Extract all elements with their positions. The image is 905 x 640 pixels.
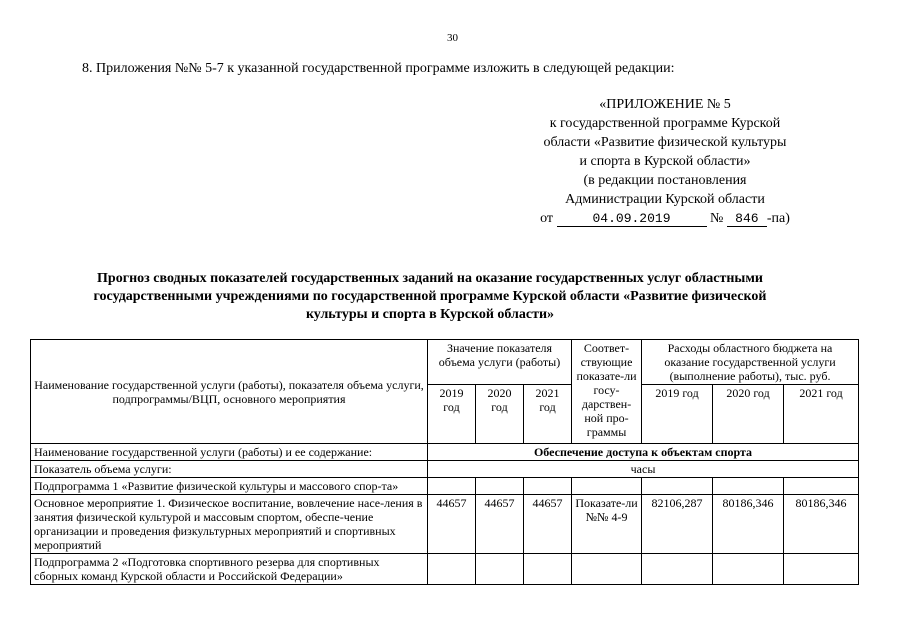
- intro-paragraph: 8. Приложения №№ 5-7 к указанной государственной программе изложить в следующей редакции:: [82, 61, 675, 76]
- empty-cell: [572, 478, 642, 495]
- table-row: [31, 495, 859, 554]
- measure-1-expense-2019: 82106,287: [642, 495, 713, 554]
- page-number: 30: [447, 32, 458, 44]
- forecast-table: [30, 339, 859, 585]
- empty-cell: [784, 554, 859, 585]
- indicator-value: часы: [428, 461, 859, 478]
- appendix-header: [520, 95, 810, 228]
- measure-1-expense-2020: 80186,346: [713, 495, 784, 554]
- document-title: [30, 270, 830, 324]
- appendix-line: Администрации Курской области: [565, 192, 765, 207]
- service-name-value: Обеспечение доступа к объектам спорта: [428, 444, 859, 461]
- empty-cell: [713, 554, 784, 585]
- measure-1-expense-2021: 80186,346: [784, 495, 859, 554]
- appendix-line: «ПРИЛОЖЕНИЕ № 5: [599, 97, 731, 112]
- subprogram-1: Подпрограмма 1 «Развитие физической культуры и массового спор-та»: [31, 478, 428, 495]
- table-row: [31, 444, 859, 461]
- header-name-column: Наименование государственной услуги (работы), показателя объема услуги, подпрограммы/ВЦП, основного мероприятия: [31, 340, 428, 444]
- empty-cell: [784, 478, 859, 495]
- measure-1-volume-2020: 44657: [476, 495, 524, 554]
- appendix-line: к государственной программе Курской: [549, 116, 781, 131]
- header-volume-group: Значение показателя объема услуги (работы): [428, 340, 572, 385]
- number-prefix: №: [710, 211, 724, 226]
- measure-1-volume-2021: 44657: [524, 495, 572, 554]
- empty-cell: [713, 478, 784, 495]
- measure-1-name: Основное мероприятие 1. Физическое воспитание, вовлечение насе-ления в занятия физической культурой и массовым спортом, обеспе-чение организации и проведения физкультурных мероприятий и спортивных мероприятий: [31, 495, 428, 554]
- header-correspondence: Соответ-ствующие показате-ли госу-дарствен-ной про-граммы: [572, 340, 642, 444]
- empty-cell: [642, 478, 713, 495]
- header-expense-year-2021: 2021 год: [784, 385, 859, 444]
- table-row: [31, 478, 859, 495]
- title-line: культуры и спорта в Курской области»: [305, 307, 555, 322]
- empty-cell: [428, 478, 476, 495]
- empty-cell: [428, 554, 476, 585]
- header-expense-year-2019: 2019 год: [642, 385, 713, 444]
- header-year-2019: 2019 год: [428, 385, 476, 444]
- title-line: Прогноз сводных показателей государственных заданий на оказание государственных услуг областными: [97, 271, 763, 286]
- table-row: [31, 461, 859, 478]
- header-expense-year-2020: 2020 год: [713, 385, 784, 444]
- appendix-line: и спорта в Курской области»: [579, 154, 751, 169]
- indicator-label: Показатель объема услуги:: [31, 461, 428, 478]
- header-year-2020: 2020 год: [476, 385, 524, 444]
- appendix-line: области «Развитие физической культуры: [543, 135, 787, 150]
- service-name-label: Наименование государственной услуги (работы) и ее содержание:: [31, 444, 428, 461]
- empty-cell: [524, 554, 572, 585]
- title-line: государственными учреждениями по государственной программе Курской области «Развитие физической: [93, 289, 767, 304]
- date-prefix: от: [540, 211, 554, 226]
- decree-number: 846: [727, 211, 767, 227]
- measure-1-volume-2019: 44657: [428, 495, 476, 554]
- appendix-line: (в редакции постановления: [583, 173, 747, 188]
- empty-cell: [572, 554, 642, 585]
- empty-cell: [476, 554, 524, 585]
- measure-1-correspondence: Показате-ли №№ 4-9: [572, 495, 642, 554]
- empty-cell: [524, 478, 572, 495]
- header-expense-group: Расходы областного бюджета на оказание государственной услуги (выполнение работы), тыс. руб.: [642, 340, 859, 385]
- number-suffix: -па): [766, 211, 790, 226]
- decree-date-line: [520, 209, 810, 228]
- table-row: [31, 554, 859, 585]
- empty-cell: [642, 554, 713, 585]
- empty-cell: [476, 478, 524, 495]
- subprogram-2: Подпрограмма 2 «Подготовка спортивного резерва для спортивных сборных команд Курской области и Российской Федерации»: [31, 554, 428, 585]
- header-year-2021: 2021 год: [524, 385, 572, 444]
- decree-date: 04.09.2019: [557, 211, 707, 227]
